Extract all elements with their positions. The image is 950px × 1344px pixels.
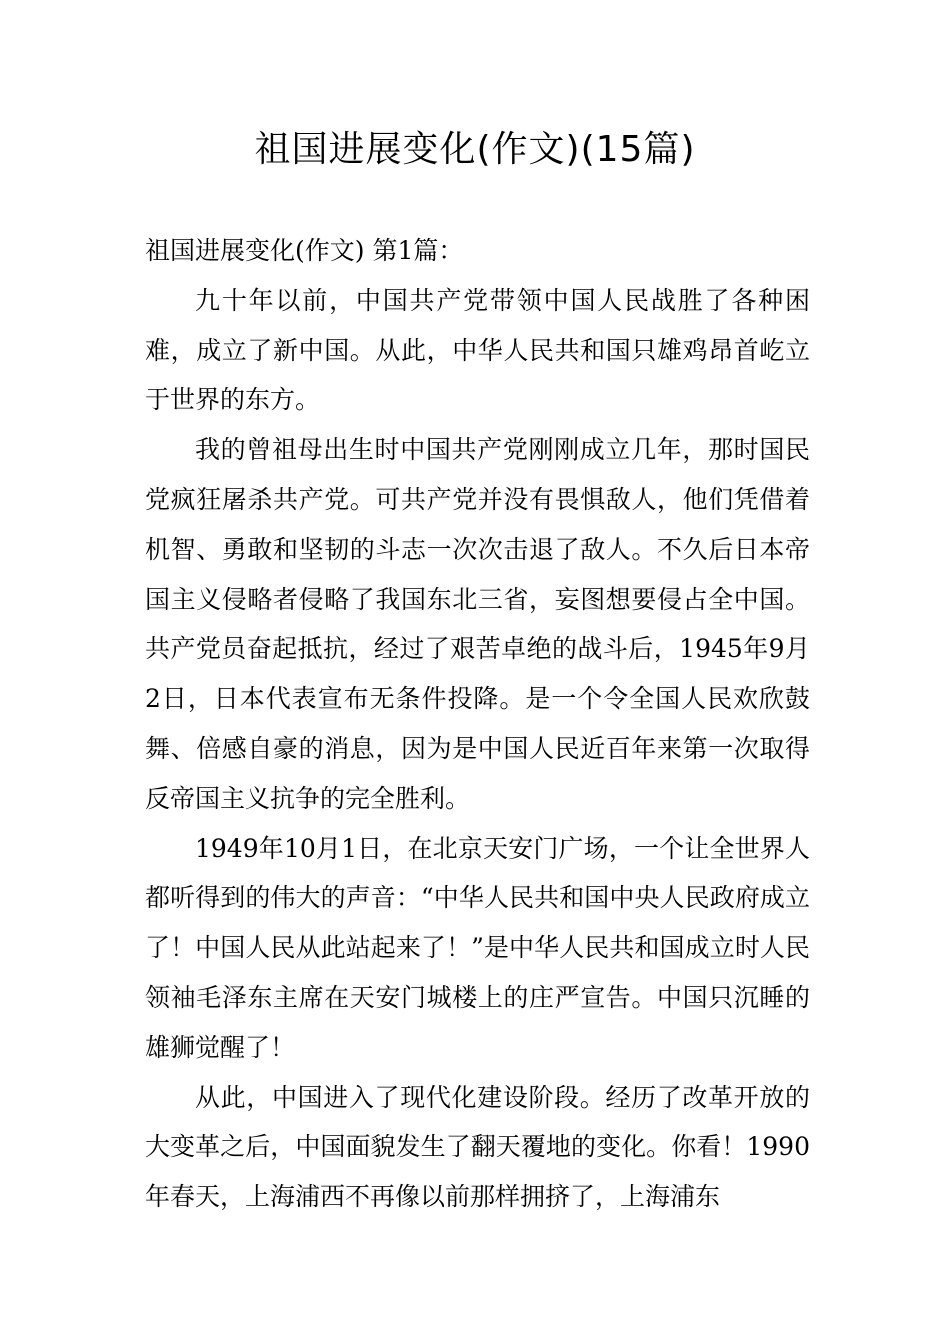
paragraph-4: 从此，中国进入了现代化建设阶段。经历了改革开放的大变革之后，中国面貌发生了翻天覆地的变化。你看！1990年春天，上海浦西不再像以前那样拥挤了，上海浦东	[145, 1082, 810, 1212]
section-heading: 祖国进展变化(作文) 第1篇：	[145, 236, 464, 265]
paragraph-2: 我的曾祖母出生时中国共产党刚刚成立几年，那时国民党疯狂屠杀共产党。可共产党并没有畏惧敌人，他们凭借着机智、勇敢和坚韧的斗志一次次击退了敌人。不久后日本帝国主义侵略者侵略了我国东北三省，妄图想要侵占全中国。共产党员奋起抵抗，经过了艰苦卓绝的战斗后，1945年9月2日，日本代表宣布无条件投降。是一个令全国人民欢欣鼓舞、倍感自豪的消息，因为是中国人民近百年来第一次取得反帝国主义抗争的完全胜利。	[145, 435, 810, 813]
document-body	[145, 226, 810, 1222]
document-title: 祖国进展变化(作文)(15篇)	[254, 129, 696, 170]
paragraph-3: 1949年10月1日，在北京天安门广场，一个让全世界人都听得到的伟大的声音：“中华人民共和国中央人民政府成立了！中国人民从此站起来了！”是中华人民共和国成立时人民领袖毛泽东主席在天安门城楼上的庄严宣告。中国只沉睡的雄狮觉醒了！	[145, 833, 810, 1062]
paragraph-1: 九十年以前，中国共产党带领中国人民战胜了各种困难，成立了新中国。从此，中华人民共和国只雄鸡昂首屹立于世界的东方。	[145, 285, 810, 415]
